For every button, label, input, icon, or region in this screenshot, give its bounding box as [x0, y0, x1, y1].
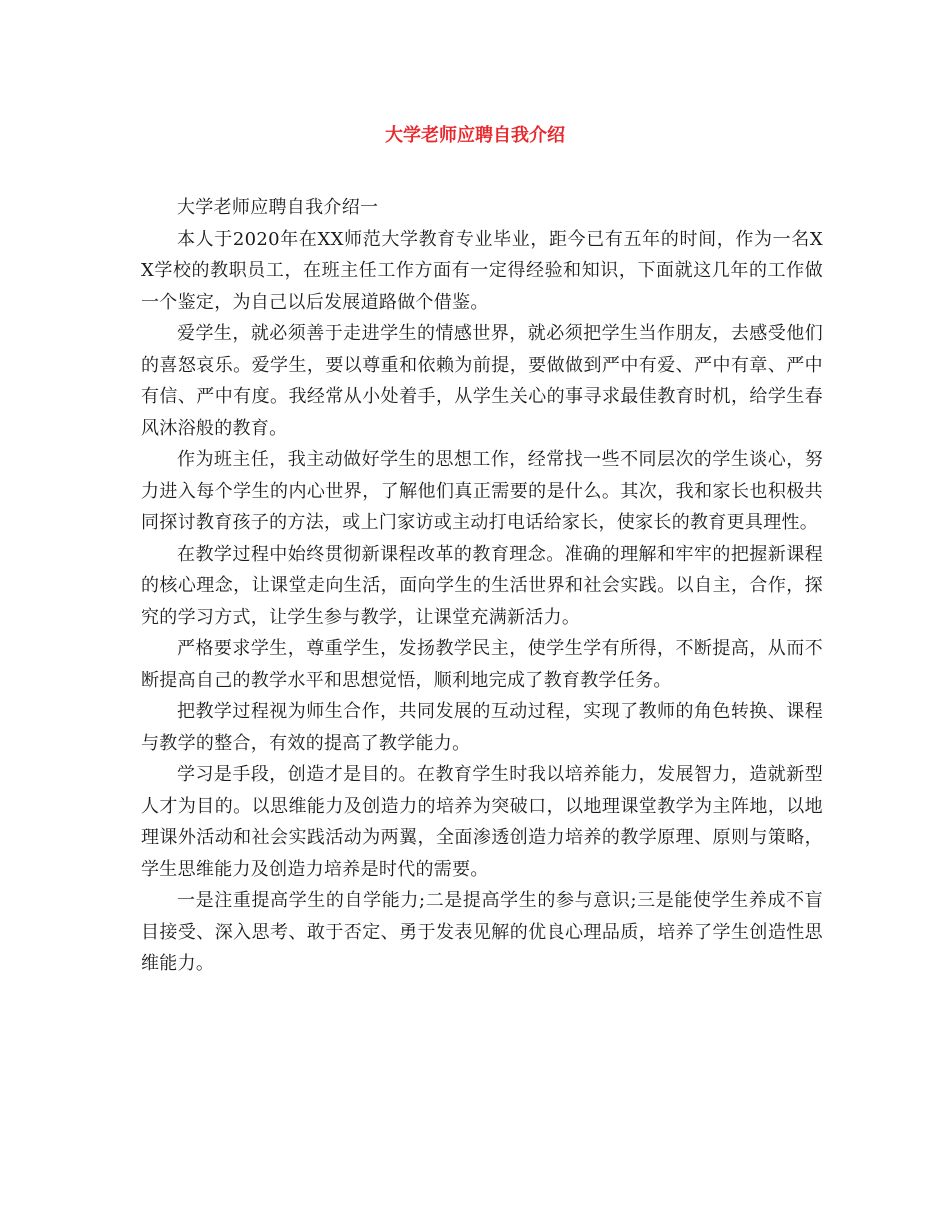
paragraph: 严格要求学生，尊重学生，发扬教学民主，使学生学有所得，不断提高，从而不断提高自己的教学水平和思想觉悟，顺利地完成了教育教学任务。: [141, 638, 823, 691]
document-title: 大学老师应聘自我介绍: [385, 125, 565, 146]
paragraph: 本人于2020年在XX师范大学教育专业毕业，距今已有五年的时间，作为一名XX学校的教职员工，在班主任工作方面有一定得经验和知识，下面就这几年的工作做一个鉴定，为自己以后发展道路做个借鉴。: [141, 228, 823, 313]
paragraph: 爱学生，就必须善于走进学生的情感世界，就必须把学生当作朋友，去感受他们的喜怒哀乐。爱学生，要以尊重和依赖为前提，要做做到严中有爱、严中有章、严中有信、严中有度。我经常从小处着手，从学生关心的事寻求最佳教育时机，给学生春风沐浴般的教育。: [141, 323, 823, 439]
paragraph: 一是注重提高学生的自学能力;二是提高学生的参与意识;三是能使学生养成不盲目接受、深入思考、敢于否定、勇于发表见解的优良心理品质，培养了学生创造性思维能力。: [141, 890, 823, 974]
document-body: [141, 192, 823, 980]
paragraph: 在教学过程中始终贯彻新课程改革的教育理念。准确的理解和牢牢的把握新课程的核心理念，让课堂走向生活，面向学生的生活世界和社会实践。以自主，合作，探究的学习方式，让学生参与教学，让课堂充满新活力。: [141, 543, 823, 628]
paragraph: 作为班主任，我主动做好学生的思想工作，经常找一些不同层次的学生谈心，努力进入每个学生的内心世界，了解他们真正需要的是什么。其次，我和家长也积极共同探讨教育孩子的方法，或上门家访或主动打电话给家长，使家长的教育更具理性。: [141, 449, 823, 533]
paragraph: 学习是手段，创造才是目的。在教育学生时我以培养能力，发展智力，造就新型人才为目的。以思维能力及创造力的培养为突破口，以地理课堂教学为主阵地，以地理课外活动和社会实践活动为两翼，全面渗透创造力培养的教学原理、原则与策略，学生思维能力及创造力培养是时代的需要。: [141, 764, 823, 880]
section-heading: 大学老师应聘自我介绍一: [177, 197, 379, 218]
paragraph: 把教学过程视为师生合作，共同发展的互动过程，实现了教师的角色转换、课程与教学的整合，有效的提高了教学能力。: [141, 701, 823, 754]
